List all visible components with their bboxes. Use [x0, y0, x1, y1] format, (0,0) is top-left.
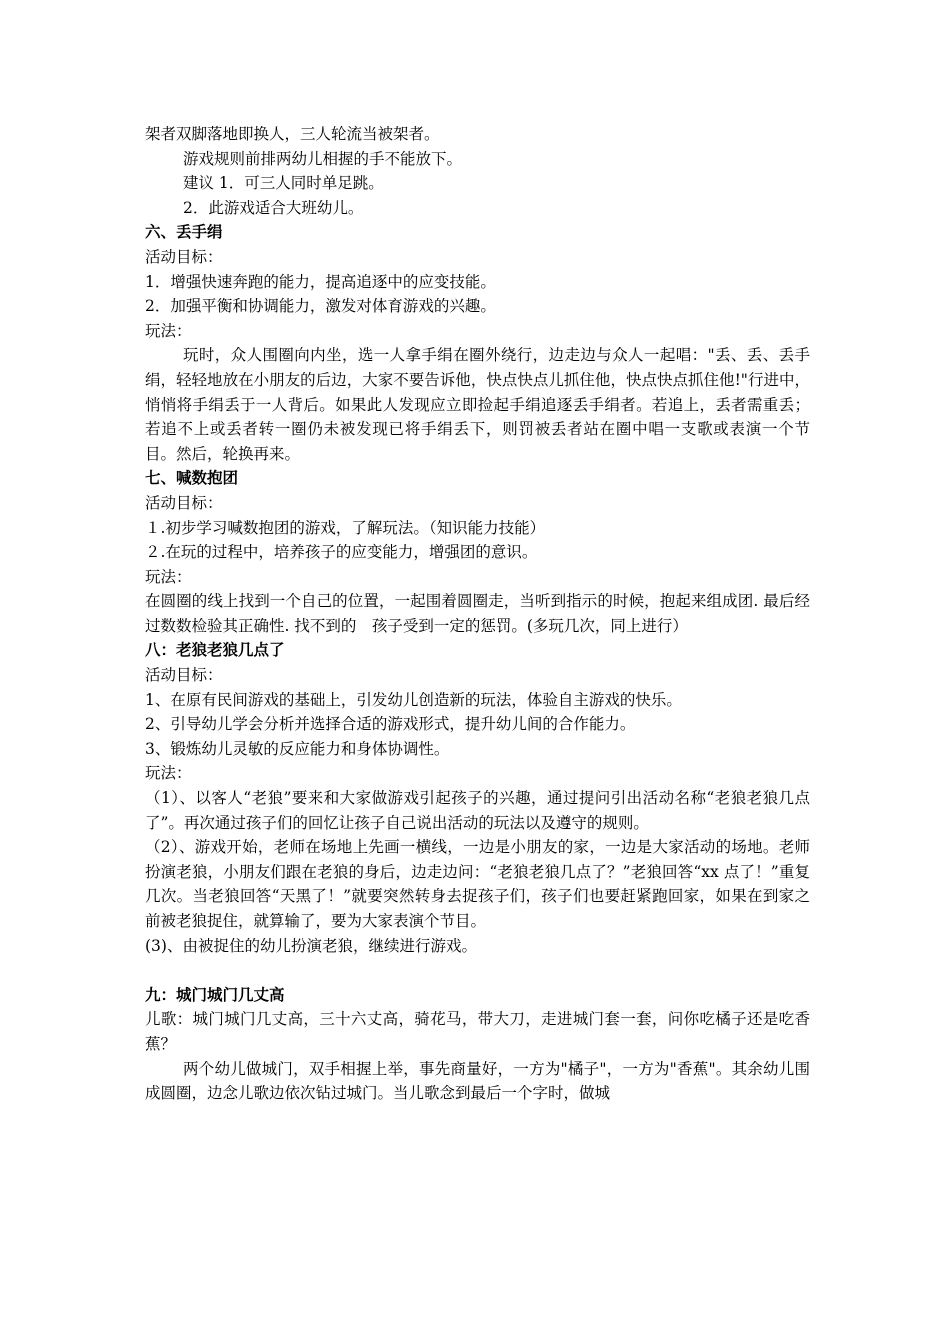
text-line: 游戏规则前排两幼儿相握的手不能放下。 [183, 149, 463, 168]
label: 玩法： [145, 567, 192, 586]
label: 活动目标： [145, 666, 223, 685]
goal-item: 1．增强快速奔跑的能力，提高追逐中的应变技能。 [145, 272, 496, 291]
section-heading: 八：老狼老狼几点了 [145, 640, 285, 660]
goal-item: １.初步学习喊数抱团的游戏，了解玩法。（知识能力技能） [145, 518, 546, 537]
paragraph: （2）、游戏开始，老师在场地上先画一横线，一边是小朋友的家，一边是大家活动的场地。老师扮演老狼，小朋友们跟在老狼的身后，边走边问：“老狼老狼几点了？”老狼回答“xx 点了！”重复几次。当老狼回答“天黑了！”就要突然转身去捉孩子们，孩子们也要赶紧跑回家，如果在到家之前被老狼捉住，就算输了，要为大家表演个节目。 [145, 838, 810, 930]
paragraph: （1）、以客人“老狼”要来和大家做游戏引起孩子的兴趣，通过提问引出活动名称“老狼老狼几点了”。再次通过孩子们的回忆让孩子自己说出活动的玩法以及遵守的规则。 [145, 789, 810, 832]
goal-item: 2．加强平衡和协调能力，激发对体育游戏的兴趣。 [145, 297, 496, 316]
goal-item: 3、锻炼幼儿灵敏的反应能力和身体协调性。 [145, 739, 450, 758]
label: 活动目标： [145, 493, 223, 512]
text-line: 建议 1．可三人同时单足跳。 [183, 174, 384, 193]
goal-item: ２.在玩的过程中，培养孩子的应变能力，增强团的意识。 [145, 543, 538, 562]
paragraph: 儿歌：城门城门几丈高，三十六丈高，骑花马，带大刀，走进城门套一套，问你吃橘子还是吃香蕉？ [145, 1010, 810, 1053]
paragraph: (3)、由被捉住的幼儿扮演老狼，继续进行游戏。 [145, 936, 477, 955]
paragraph: 两个幼儿做城门，双手相握上举，事先商量好，一方为"橘子"，一方为"香蕉"。其余幼儿围成圆圈，边念儿歌边依次钻过城门。当儿歌念到最后一个字时，做城 [145, 1059, 810, 1103]
section-heading: 七、喊数抱团 [145, 468, 239, 488]
label: 活动目标： [145, 247, 223, 266]
section-heading: 六、丢手绢 [145, 222, 223, 242]
text-line: 架者双脚落地即换人，三人轮流当被架者。 [145, 125, 440, 143]
label: 玩法： [145, 764, 192, 783]
label: 玩法： [145, 321, 192, 340]
goal-item: 1、在原有民间游戏的基础上，引发幼儿创造新的玩法，体验自主游戏的快乐。 [145, 690, 682, 709]
blank-line [145, 958, 810, 983]
section-heading: 九：城门城门几丈高 [145, 984, 285, 1004]
paragraph: 在圆圈的线上找到一个自己的位置，一起围着圆圈走，当听到指示的时候，抱起来组成团. 最后经过数数检验其正确性. 找不到的 孩子受到一定的惩罚。(多玩几次，同上进行） [145, 592, 810, 635]
goal-item: 2、引导幼儿学会分析并选择合适的游戏形式，提升幼儿间的合作能力。 [145, 715, 636, 734]
text-line: 2．此游戏适合大班幼儿。 [183, 198, 364, 217]
document-page [145, 122, 810, 1106]
paragraph: 玩时，众人围圈向内坐，选一人拿手绢在圈外绕行，边走边与众人一起唱："丢、丢、丢手绢，轻轻地放在小朋友的后边，大家不要告诉他，快点快点儿抓住他，快点快点抓住他!"行进中，悄悄将手绢丢于一人背后。如果此人发现应立即捡起手绢追逐丢手绢者。若追上，丢者需重丢；若追不上或丢者转一圈仍未被发现已将手绢丢下，则罚被丢者站在圈中唱一支歌或表演一个节目。然后，轮换再来。 [145, 346, 810, 463]
